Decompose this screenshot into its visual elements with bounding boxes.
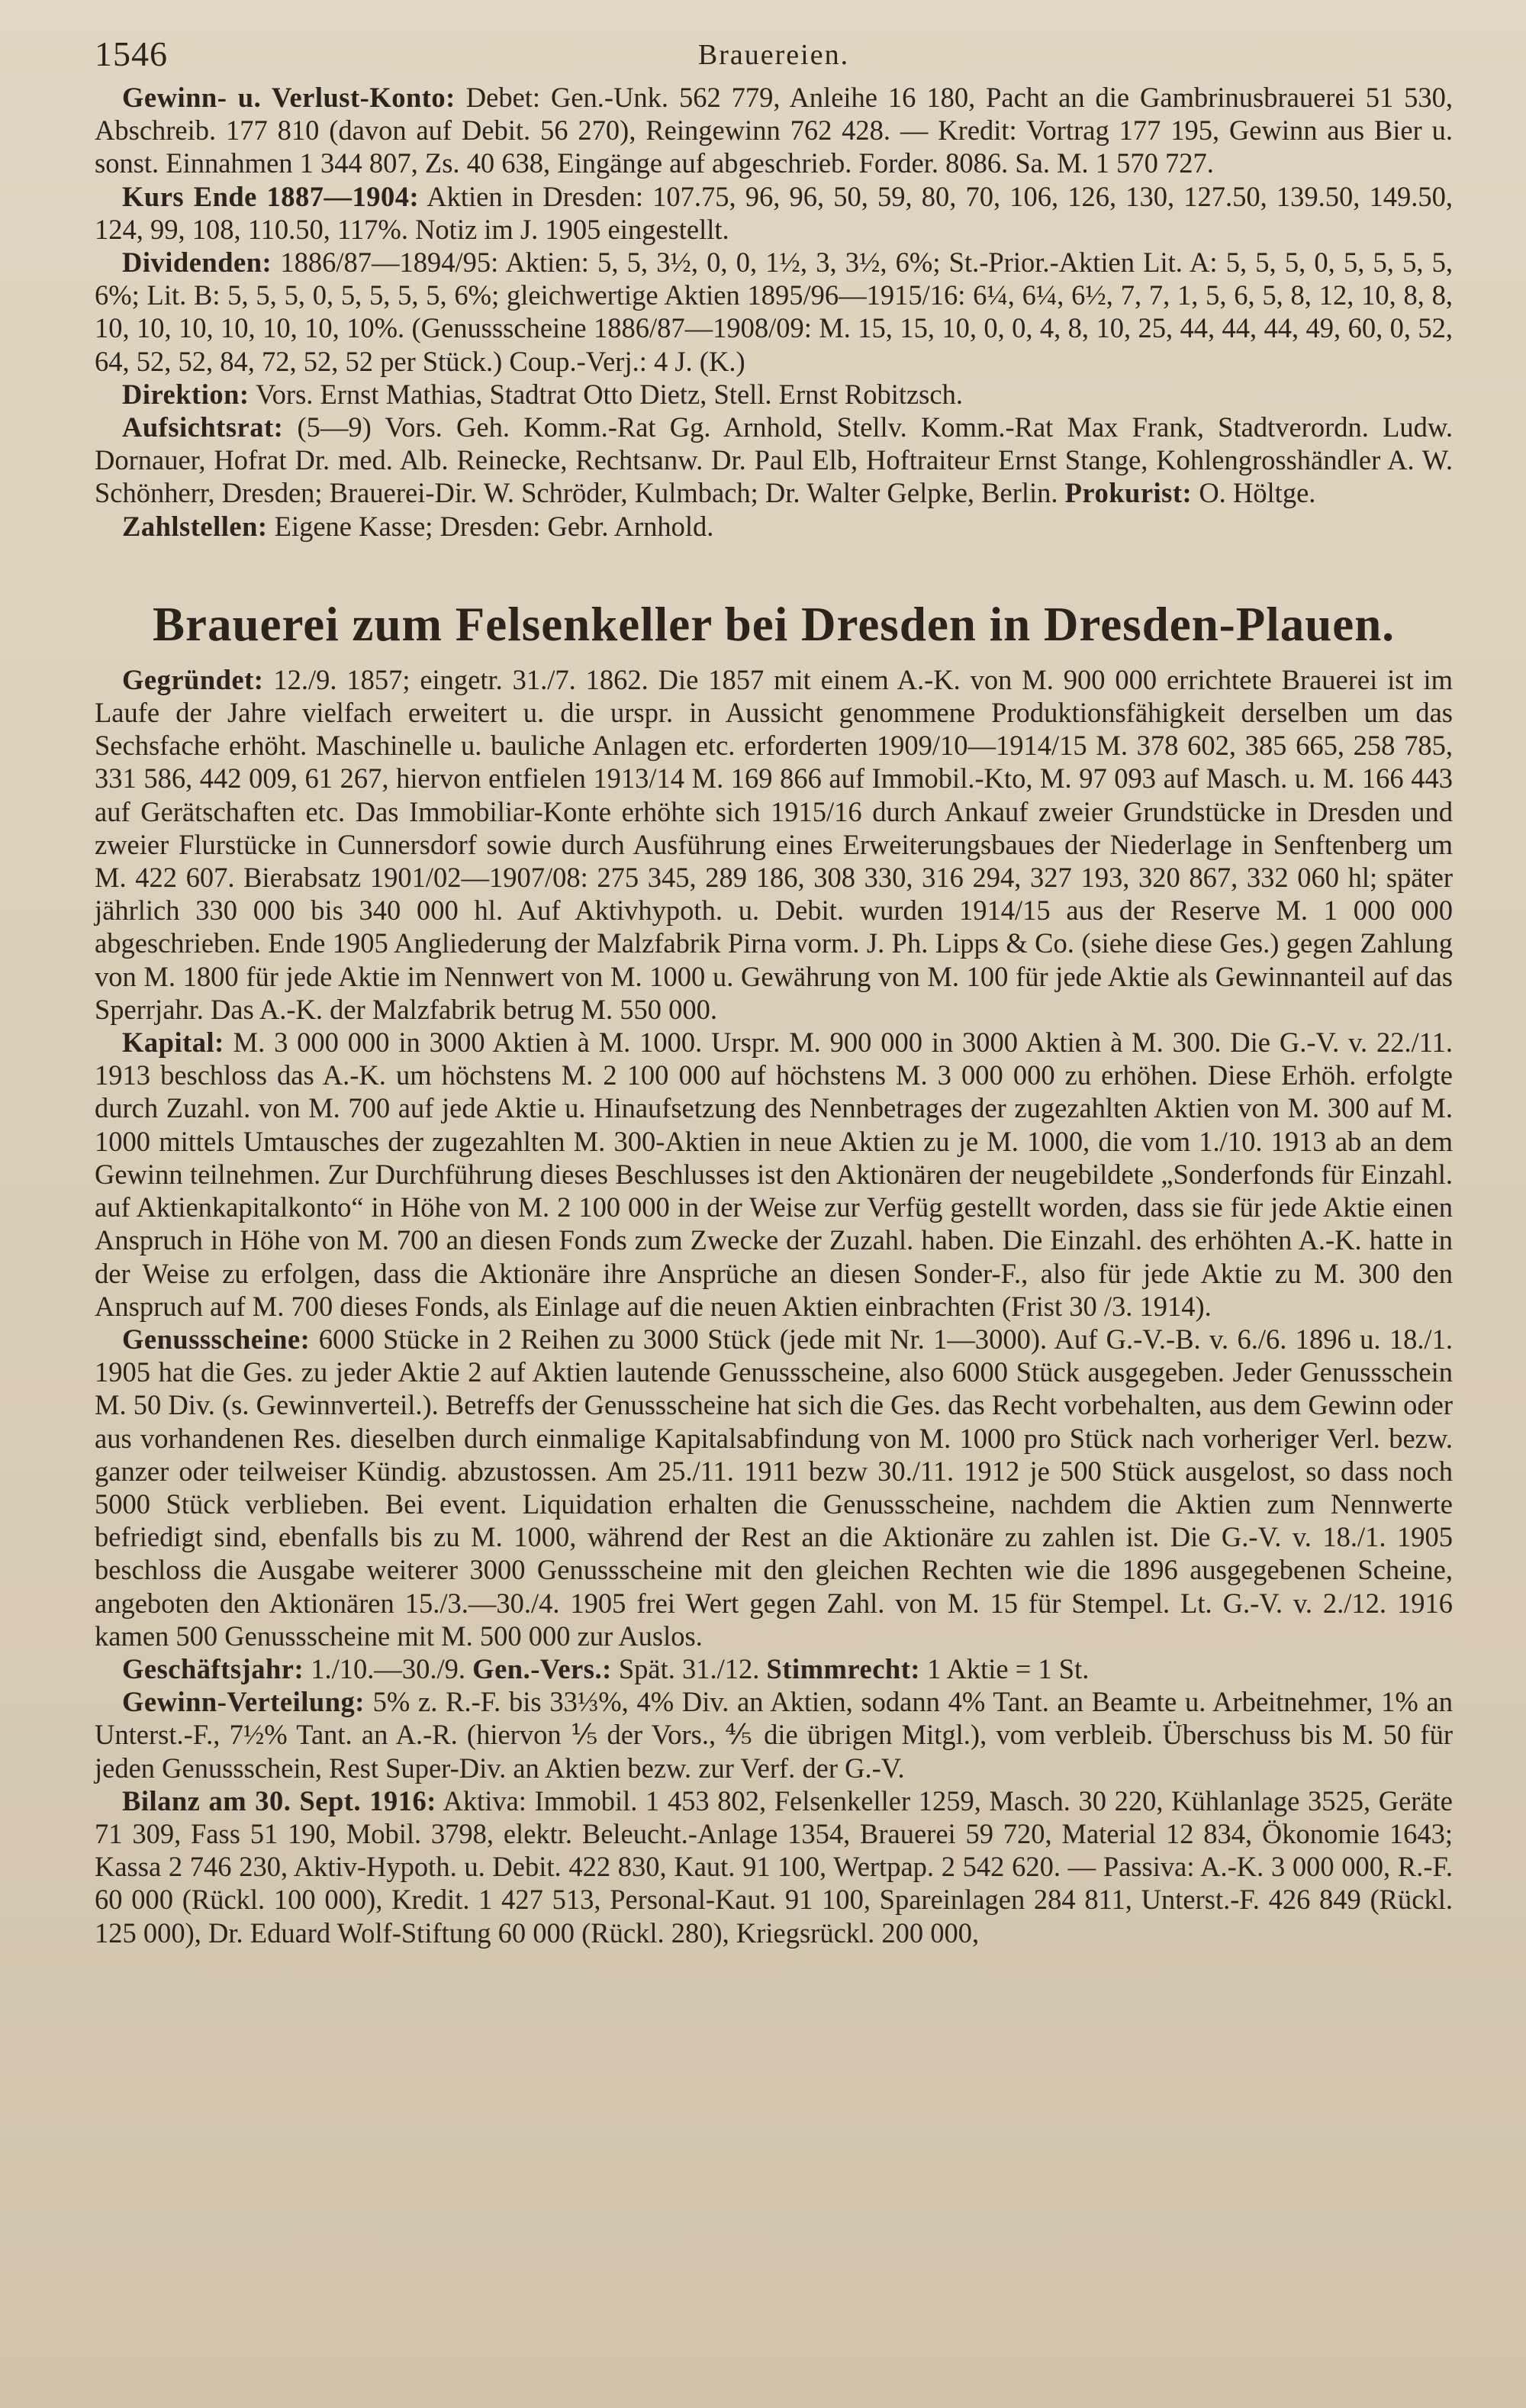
bilanz-paragraph (95, 1784, 1453, 1949)
gewinn-verteilung-text: 5% z. R.-F. bis 33⅓%, 4% Div. an Aktien, sodann 4% Tant. an Beamte u. Arbeitnehmer, 1% an Unterst.-F., 7½% Tant. an A.-R. (hiervon ⅕ der Vors., ⅘ die übrigen Mitgl.), vom verbleib. Überschuss bis M. 50 für jeden Genussschein, Rest Super-Div. an Aktien bezw. zur Verf. der G.-V. (95, 1686, 1453, 1784)
felsenkeller-section (95, 663, 1453, 1949)
section-title: Brauerei zum Felsenkeller bei Dresden in Dresden-Plauen. (153, 597, 1395, 651)
dividenden-text: 1886/87—1894/95: Aktien: 5, 5, 3½, 0, 0, 1½, 3, 3½, 6%; St.-Prior.-Aktien Lit. A: 5, 5, 5, 0, 5, 5, 5, 5, 6%; Lit. B: 5, 5, 5, 0, 5, 5, 5, 5, 6%; gleichwertige Aktien 1895/96—1915/16: 6¼, 6¼, 6½, 7, 7, 1, 5, 6, 5, 8, 12, 10, 8, 8, 10, 10, 10, 10, 10, 10, 10%. (Genussscheine 1886/87—1908/09: M. 15, 15, 10, 0, 0, 4, 8, 10, 25, 44, 44, 44, 49, 60, 0, 52, 64, 52, 52, 84, 72, 52, 52 per Stück.) Coup.-Verj.: 4 J. (K.) (95, 247, 1454, 377)
prokurist-text: O. Höltge. (1199, 477, 1316, 509)
bilanz-text: Aktiva: Immobil. 1 453 802, Felsenkeller 1259, Masch. 30 220, Kühlanlage 3525, Geräte 71 309, Fass 51 190, Mobil. 3798, elektr. Beleucht.-Anlage 1354, Brauerei 59 720, Material 12 834, Ökonomie 1643; Kassa 2 746 230, Aktiv-Hypoth. u. Debit. 422 830, Kaut. 91 100, Wertpap. 2 542 620. — Passiva: A.-K. 3 000 000, R.-F. 60 000 (Rückl. 100 000), Kredit. 1 427 513, Personal-Kaut. 91 100, Spareinlagen 284 811, Unterst.-F. 426 849 (Rückl. 125 000), Dr. Eduard Wolf-Stiftung 60 000 (Rückl. 280), Kriegsrückl. 200 000, (95, 1784, 1453, 1949)
genussscheine-label: Genussscheine: (122, 1323, 311, 1355)
direktion-text: Vors. Ernst Mathias, Stadtrat Otto Dietz, Stell. Ernst Robitzsch. (256, 378, 963, 410)
prokurist-label: Prokurist: (1064, 477, 1193, 509)
gegruendet-paragraph (95, 663, 1453, 1026)
direktion-label: Direktion: (122, 378, 250, 410)
geschaeftsjahr-label: Geschäftsjahr: (122, 1652, 304, 1684)
genussscheine-paragraph (95, 1323, 1453, 1652)
stimmrecht-label: Stimmrecht: (766, 1652, 921, 1684)
dividenden-paragraph (95, 246, 1453, 378)
bilanz-label: Bilanz am 30. Sept. 1916: (122, 1784, 436, 1816)
gen-vers-label: Gen.-Vers.: (472, 1652, 612, 1684)
gewinn-verlust-paragraph (95, 81, 1453, 180)
aufsichtsrat-label: Aufsichtsrat: (122, 411, 284, 443)
geschaeftsjahr-paragraph (95, 1652, 1453, 1685)
running-head: Brauereien. (697, 39, 850, 71)
aufsichtsrat-text: (5—9) Vors. Geh. Komm.-Rat Gg. Arnhold, Stellv. Komm.-Rat Max Frank, Stadtverordn. Ludw. Dornauer, Hofrat Dr. med. Alb. Reinecke, Rechtsanw. Dr. Paul Elb, Hoftraiteur Ernst Stange, Kohlengrosshändler A. W. Schönherr, Dresden; Brauerei-Dir. W. Schröder, Kulmbach; Dr. Walter Gelpke, Berlin. (95, 411, 1453, 509)
zahlstellen-paragraph (95, 510, 1453, 543)
zahlstellen-label: Zahlstellen: (122, 510, 268, 542)
gegruendet-text: 12./9. 1857; eingetr. 31./7. 1862. Die 1857 mit einem A.-K. von M. 900 000 errichtete Brauerei ist im Laufe der Jahre vielfach erweitert u. die urspr. in Aussicht genommene Produktionsfähigkeit derselben um das Sechsfache erhöht. Maschinelle u. bauliche Anlagen etc. erforderten 1909/10—1914/15 M. 378 602, 385 665, 258 785, 331 586, 442 009, 61 267, hiervon entfielen 1913/14 M. 169 866 auf Immobil.-Kto, M. 97 093 auf Masch. u. M. 166 443 auf Gerätschaften etc. Das Immobiliar-Konte erhöhte sich 1915/16 durch Ankauf zweier Grundstücke in Dresden und zweier Flurstücke in Cunnersdorf sowie durch Ausführung eines Erweiterungsbaues der Niederlage in Senftenberg um M. 422 607. Bierabsatz 1901/02—1907/08: 275 345, 289 186, 308 330, 316 294, 327 193, 320 867, 332 060 hl; später jährlich 330 000 bis 340 000 hl. Auf Aktivhypoth. u. Debit. wurden 1914/15 aus der Reserve M. 1 000 000 abgeschrieben. Ende 1905 Angliederung der Malzfabrik Pirna vorm. J. Ph. Lipps & Co. (siehe diese Ges.) gegen Zahlung von M. 1800 für jede Aktie im Nennwert von M. 1000 u. Gewährung von M. 100 für jede Aktie als Gewinnanteil auf das Sperrjahr. Das A.-K. der Malzfabrik betrug M. 550 000. (95, 663, 1453, 1025)
zahlstellen-text: Eigene Kasse; Dresden: Gebr. Arnhold. (274, 510, 714, 542)
dividenden-label: Dividenden: (122, 247, 272, 279)
gewinn-verlust-text: Debet: Gen.-Unk. 562 779, Anleihe 16 180, Pacht an die Gambrinusbrauerei 51 530, Abschreib. 177 810 (davon auf Debit. 56 270), Reingewinn 762 428. — Kredit: Vortrag 177 195, Gewinn aus Bier u. sonst. Einnahmen 1 344 807, Zs. 40 638, Eingänge auf abgeschrieb. Forder. 8086. Sa. M. 1 570 727. (95, 82, 1454, 179)
aufsichtsrat-paragraph (95, 411, 1453, 510)
kurs-text: Aktien in Dresden: 107.75, 96, 96, 50, 59, 80, 70, 106, 126, 130, 127.50, 139.50, 149.50, 124, 99, 108, 110.50, 117%. Notiz im J. 1905 eingestellt. (95, 180, 1453, 245)
kurs-paragraph (95, 180, 1453, 246)
gewinn-verteilung-paragraph (95, 1685, 1453, 1784)
page-header (95, 27, 1453, 81)
geschaeftsjahr-text: 1./10.—30./9. (311, 1652, 466, 1684)
gewinn-verlust-label: Gewinn- u. Verlust-Konto: (122, 82, 456, 113)
gen-vers-text: Spät. 31./12. (618, 1652, 760, 1684)
kurs-label: Kurs Ende 1887—1904: (122, 180, 420, 212)
gegruendet-label: Gegründet: (122, 663, 264, 695)
direktion-paragraph (95, 378, 1453, 411)
kapital-paragraph (95, 1026, 1453, 1323)
page-number: 1546 (95, 34, 168, 73)
stimmrecht-text: 1 Aktie = 1 St. (927, 1652, 1090, 1684)
genussscheine-text: 6000 Stücke in 2 Reihen zu 3000 Stück (jede mit Nr. 1—3000). Auf G.-V.-B. v. 6./6. 1896 u. 18./1. 1905 hat die Ges. zu jeder Aktie 2 auf Aktien lautende Genussscheine, also 6000 Stück ausgegeben. Jeder Genussschein M. 50 Div. (s. Gewinnverteil.). Betreffs der Genussscheine hat sich die Ges. das Recht vorbehalten, aus dem Gewinn oder aus vorhandenen Res. dieselben durch einmalige Kapitalsabfindung von M. 1000 pro Stück nach vorheriger Verl. bezw. ganzer oder teilweiser Kündig. abzustossen. Am 25./11. 1911 bezw 30./11. 1912 je 500 Stück ausgelost, so dass noch 5000 Stück verblieben. Bei event. Liquidation erhalten die Genussscheine, nachdem die Aktien zum Nennwerte befriedigt sind, ebenfalls bis zu M. 1000, während der Rest an die Aktionäre zu zahlen ist. Die G.-V. v. 18./1. 1905 beschloss die Ausgabe weiterer 3000 Genussscheine mit den gleichen Rechten wie die 1896 ausgegebenen Scheine, angeboten den Aktionären 15./3.—30./4. 1905 frei Wert gegen Zahl. von M. 15 für Stempel. Lt. G.-V. v. 2./12. 1916 kamen 500 Genussscheine mit M. 500 000 zur Auslos. (95, 1323, 1453, 1652)
kapital-label: Kapital: (122, 1027, 224, 1059)
gewinn-verteilung-label: Gewinn-Verteilung: (122, 1686, 365, 1718)
previous-company-section (95, 81, 1453, 543)
kapital-text: M. 3 000 000 in 3000 Aktien à M. 1000. Urspr. M. 900 000 in 3000 Aktien à M. 300. Die G.-V. v. 22./11. 1913 beschloss das A.-K. um höchstens M. 2 100 000 auf höchstens M. 3 000 000 zu erhöhen. Diese Erhöh. erfolgte durch Zuzahl. von M. 700 auf jede Aktie u. Hinaufsetzung des Nennbetrages der zugezahlten Aktien von M. 300 auf M. 1000 mittels Umtausches der zugezahlten M. 300-Aktien in neue Aktien zu je M. 1000, die vom 1./10. 1913 ab an dem Gewinn teilnehmen. Zur Durchführung dieses Beschlusses ist den Aktionären der neugebildete „Sonderfonds für Einzahl. auf Aktienkapitalkonto“ in Höhe von M. 2 100 000 in der Weise zur Verfüg gestellt worden, dass sie für jede Aktie einen Anspruch in Höhe von M. 700 an diesen Fonds zum Zwecke der Zuzahl. haben. Die Einzahl. des erhöhten A.-K. hatte in der Weise zu erfolgen, dass die Aktionäre ihre Ansprüche an diesen Sonder-F., also für jede Aktie zu M. 300 den Anspruch auf M. 700 dieses Fonds, als Einlage auf die neuen Aktien einbrachten (Frist 30 /3. 1914). (95, 1027, 1453, 1322)
